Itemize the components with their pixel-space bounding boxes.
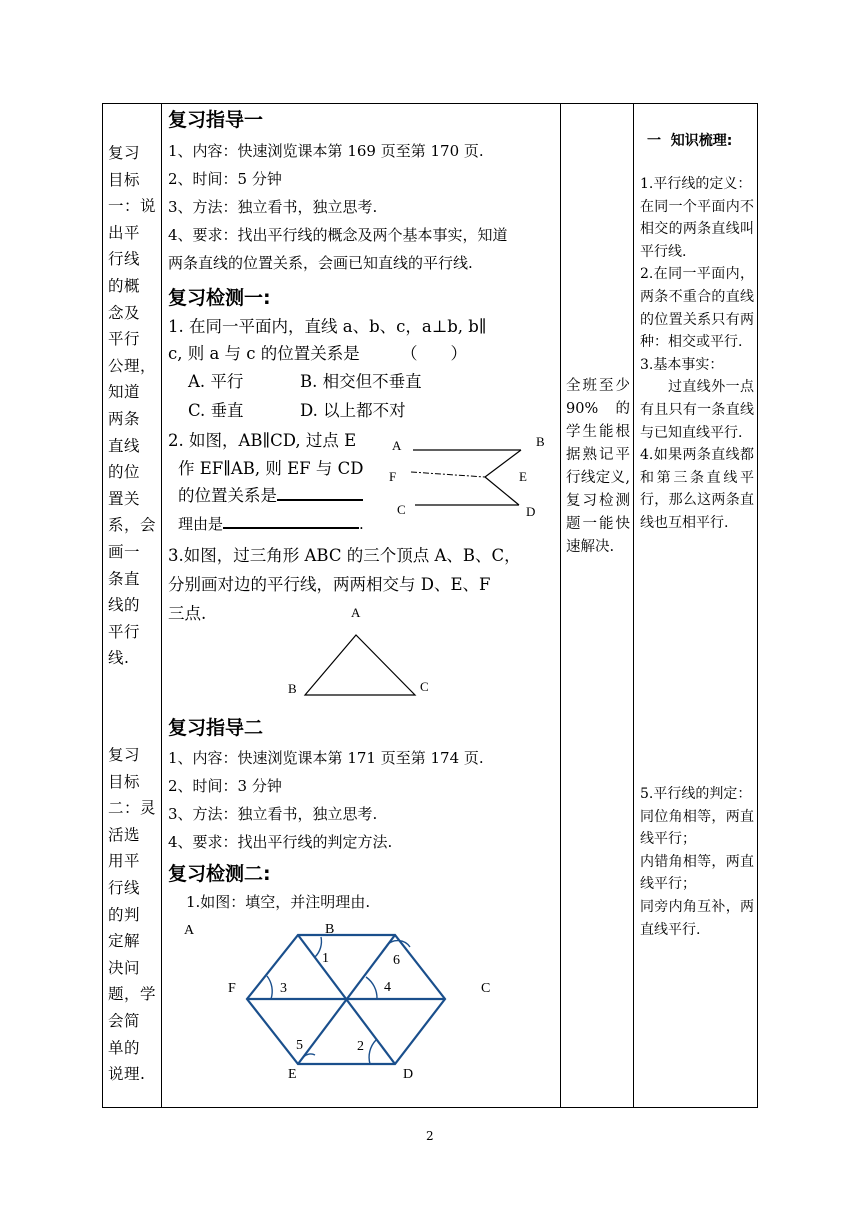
goal-one-line: 线的 (108, 596, 141, 615)
test1-q2-line1: 2. 如图，AB∥CD, 过点 E (168, 431, 357, 450)
fig2-label-b: B (288, 681, 297, 696)
test1-title: 复习检测一: (168, 287, 271, 309)
test1-option-b: B. 相交但不垂直 (300, 372, 422, 391)
table-col-border (161, 103, 162, 1108)
table-top-border (102, 103, 758, 104)
table-col-border (102, 103, 103, 1108)
test1-q3-line1: 3.如图，过三角形 ABC 的三个顶点 A、B、C， (168, 546, 521, 565)
line-fe (411, 472, 485, 477)
figure-triangle-abc (300, 628, 420, 700)
goal-two-line: 单的 (108, 1038, 141, 1057)
knowledge-title: 一 知识梳理: (647, 133, 733, 149)
guide2-item: 2、时间：3 分钟 (168, 777, 282, 795)
table-col-border (633, 103, 634, 1108)
item-5-line: 内错角相等，两直线平行； (640, 853, 754, 893)
guide2-item: 3、方法：独立看书，独立思考. (168, 805, 378, 823)
fig1-label-b: B (536, 434, 545, 449)
goal-two-line: 说理. (108, 1065, 146, 1084)
test1-option-d: D. 以上都不对 (300, 401, 406, 420)
goal-two-line: 行线 (108, 878, 141, 897)
test1-q1-line2: c, 则 a 与 c 的位置关系是 （ ） (168, 344, 468, 363)
guide2-items (168, 747, 558, 859)
goal-one-line: 平行 (108, 622, 141, 641)
fig3-label-b: B (325, 922, 335, 937)
fig3-label-e: E (288, 1067, 297, 1082)
test1-q2-line4 (178, 513, 364, 534)
goal-one-line: 行线 (108, 250, 141, 269)
goal-one-line: 条直 (108, 569, 141, 588)
fig3-angle-5: 5 (296, 1038, 303, 1053)
fig3-angle-6: 6 (393, 953, 400, 968)
fig3-label-a: A (184, 923, 195, 938)
goal-one-line: 公理， (108, 356, 157, 375)
guide2-item: 4、要求：找出平行线的判定方法. (168, 833, 393, 851)
fig3-angle-1: 1 (322, 951, 329, 966)
goal-one (108, 140, 156, 672)
guide1-item: 2、时间：5 分钟 (168, 170, 282, 188)
class-target-text: 全班至少 90% 的学生能根据熟记平行线定义,复习检测题一能快速解决. (566, 378, 630, 555)
guide1-item: 1、内容：快速浏览课本第 169 页至第 170 页. (168, 142, 484, 160)
goal-two-line: 定解 (108, 932, 141, 951)
table-col-border (757, 103, 758, 1108)
fig1-label-f: F (389, 469, 397, 484)
fig1-label-c: C (397, 502, 406, 517)
fig3-label-c: C (481, 981, 491, 996)
item-2: 2.在同一平面内，两条不重合的直线的位置关系只有两种：相交或平行. (640, 266, 754, 351)
def-title: 1.平行线的定义： (640, 176, 752, 192)
test1-q2-line3 (178, 482, 363, 509)
goal-one-line: 两条 (108, 409, 141, 428)
item-5-title: 5.平行线的判定： (640, 786, 752, 802)
goal-two-line: 的判 (108, 905, 141, 924)
goal-one-line: 置关 (108, 489, 141, 508)
guide1-item: 4、要求：找出平行线的概念及两个基本事实，知道 (168, 226, 508, 244)
item-5-line: 同旁内角互补，两直线平行. (640, 898, 754, 938)
guide1-title: 复习指导一 (168, 109, 264, 131)
goal-two-line: 会简 (108, 1011, 141, 1030)
table-bottom-border (102, 1107, 758, 1108)
goal-one-line: 一：说 (108, 197, 157, 216)
goal-two-line: 复习 (108, 746, 141, 764)
goal-one-line: 线. (108, 649, 130, 668)
q2-answer-blank[interactable] (277, 499, 363, 501)
fig2-label-c: C (420, 679, 429, 694)
goal-one-line: 画一 (108, 542, 141, 561)
goal-one-line: 出平 (108, 223, 141, 242)
page-number: 2 (426, 1129, 434, 1143)
goal-one-line: 目标 (108, 170, 141, 189)
goal-one-line: 平行 (108, 330, 141, 349)
test1-q2-line2: 作 EF∥AB, 则 EF 与 CD (178, 459, 364, 478)
fig1-label-a: A (392, 438, 402, 453)
knowledge-items-2 (640, 783, 754, 941)
guide1-items (168, 140, 558, 280)
item-5-line: 同位角相等，两直线平行； (640, 808, 754, 848)
goal-two-line: 决问 (108, 958, 141, 977)
goal-one-line: 的概 (108, 276, 141, 295)
line-ed (485, 477, 519, 505)
q2-relation-text: 的位置关系是 (178, 486, 277, 505)
fig1-label-d: D (526, 504, 536, 519)
def-body: 在同一个平面内不相交的两条直线叫平行线. (640, 198, 754, 260)
fig2-label-a: A (351, 605, 361, 620)
goal-two-line: 目标 (108, 772, 141, 791)
table-col-border (560, 103, 561, 1108)
q2-reason-blank[interactable] (223, 527, 359, 529)
test1-option-c: C. 垂直 (188, 401, 244, 420)
goal-one-line: 知道 (108, 383, 141, 402)
figure-hexagon (235, 925, 460, 1075)
goal-one-line: 的位 (108, 463, 141, 482)
test1-q1-line1: 1. 在同一平面内，直线 a、b、c，a⊥b, b∥ (168, 317, 487, 336)
guide1-item: 3、方法：独立看书，独立思考. (168, 198, 378, 216)
fig3-angle-3: 3 (280, 981, 287, 996)
goal-one-line: 直线 (108, 436, 141, 455)
goal-two-line: 用平 (108, 852, 141, 871)
guide1-item: 两条直线的位置关系，会画已知直线的平行线. (168, 254, 473, 272)
test1-option-a: A. 平行 (188, 372, 244, 391)
test2-title: 复习检测二: (168, 863, 271, 885)
q2-period: . (359, 515, 364, 533)
line-be (485, 450, 521, 477)
q2-reason-text: 理由是 (178, 515, 224, 533)
fig3-angle-2: 2 (357, 1039, 364, 1054)
test2-q1: 1.如图：填空，并注明理由. (186, 893, 371, 911)
item-3-body: 过直线外一点有且只有一条直线与已知直线平行. (640, 379, 754, 441)
guide2-item: 1、内容：快速浏览课本第 171 页至第 174 页. (168, 749, 484, 767)
triangle-abc (305, 635, 415, 695)
angle-arc-4 (366, 977, 377, 999)
guide2-title: 复习指导二 (168, 717, 264, 739)
knowledge-items-1 (640, 173, 754, 535)
angle-arc-1 (315, 937, 321, 957)
angle-arc-2 (369, 1040, 376, 1064)
test1-q3-line2: 分别画对边的平行线，两两相交与 D、E、F (168, 575, 491, 594)
fig3-label-f: F (228, 981, 236, 996)
test1-q3-line3: 三点. (168, 604, 207, 623)
fig3-label-d: D (403, 1067, 414, 1082)
item-4: 4.如果两条直线都和第三条直线平行，那么这两条直线也互相平行. (640, 447, 754, 531)
goal-one-line: 复习 (108, 144, 141, 162)
goal-one-line: 系，会 (108, 516, 157, 535)
fig1-label-e: E (519, 469, 527, 484)
goal-two (108, 742, 156, 1088)
goal-two-line: 二：灵 (108, 799, 157, 818)
goal-two-line: 题，学 (108, 985, 157, 1004)
goal-one-line: 念及 (108, 303, 141, 322)
angle-arc-3 (267, 976, 272, 999)
goal-two-line: 活选 (108, 825, 141, 844)
fig3-angle-4: 4 (384, 980, 391, 995)
item-3-title: 3.基本事实： (640, 356, 724, 373)
